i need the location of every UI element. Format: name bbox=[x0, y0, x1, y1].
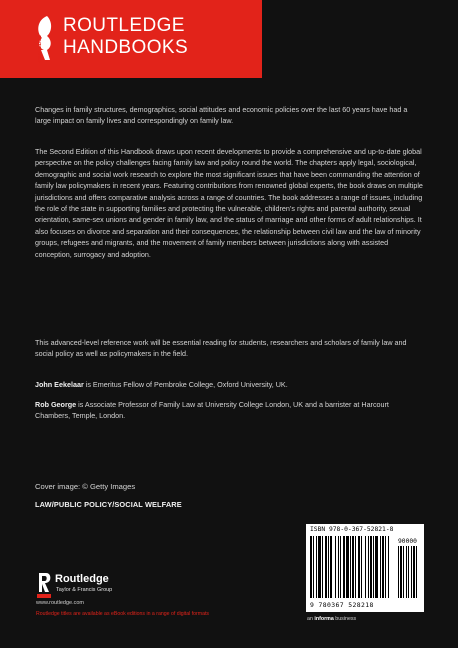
author-bio-2: Rob George is Associate Professor of Family Law at University College London, UK and a barrister at Harcourt Chambers, Temple, London. bbox=[35, 400, 389, 421]
barcode-bars bbox=[310, 536, 420, 600]
barcode-bar bbox=[318, 536, 321, 598]
brand-line-2: HANDBOOKS bbox=[63, 37, 189, 58]
barcode-bar bbox=[375, 536, 378, 598]
publisher-url[interactable]: www.routledge.com bbox=[36, 600, 84, 606]
subject-category: LAW/PUBLIC POLICY/SOCIAL WELFARE bbox=[35, 500, 182, 509]
barcode-addon-bar bbox=[398, 546, 399, 598]
barcode-bar bbox=[370, 536, 372, 598]
barcode-addon-bar bbox=[416, 546, 417, 598]
barcode-bar bbox=[330, 536, 332, 598]
barcode-bar bbox=[380, 536, 381, 598]
barcode-bar bbox=[325, 536, 327, 598]
barcode-bar bbox=[316, 536, 317, 598]
description-paragraph-2: The Second Edition of this Handbook draws upon recent developments to provide a comprehensive and up-to-date global perspective on the policy challenges facing family law and policy round the world. The chapters apply legal, sociological, demographic and social work research to explore the most significant issues that have been commanding the attention of family law policymakers in recent years. Featuring contributions from renowned global experts, the book draws on multiple jurisdictions and offers comparative analysis across a range of countries. The book addresses a range of issues, including the role of the state in supporting families and protecting the vulnerable, children’s rights and parental authority, sexual orientation, same-sex unions and gender in family law, and the status of marriage and other forms of adult relationships. It also focuses on divorce and separation and their consequences, the relationship between civil law and the law of minority groups, refugees and migrants, and the movement of family members between jurisdictions along with assisted conception, surrogacy and adoption. bbox=[35, 147, 423, 259]
barcode-bar bbox=[350, 536, 351, 598]
barcode-bar bbox=[328, 536, 329, 598]
brand-vertical-mark: ROUTLEDGE bbox=[37, 35, 42, 64]
barcode-bar bbox=[310, 536, 312, 598]
barcode-addon-bar bbox=[408, 546, 409, 598]
barcode-bar bbox=[313, 536, 314, 598]
ebook-note: Routledge titles are available as eBook editions in a range of digital formats bbox=[36, 611, 210, 617]
barcode-bar bbox=[343, 536, 345, 598]
barcode-addon-bar bbox=[411, 546, 412, 598]
author-name: John Eekelaar bbox=[35, 380, 84, 389]
barcode-bar bbox=[368, 536, 369, 598]
author-name: Rob George bbox=[35, 400, 77, 409]
barcode-addon-bar bbox=[400, 546, 402, 598]
barcode-addon-bar bbox=[403, 546, 404, 598]
publisher-group: Taylor & Francis Group bbox=[56, 587, 113, 593]
barcode-bar bbox=[322, 536, 323, 598]
barcode-bar bbox=[388, 536, 389, 598]
routledge-publisher-logo-icon bbox=[37, 572, 51, 598]
barcode-addon-bar bbox=[406, 546, 407, 598]
barcode-bar bbox=[338, 536, 339, 598]
barcode-bar bbox=[335, 536, 336, 598]
barcode-bar bbox=[361, 536, 362, 598]
barcode-addon: 90000 bbox=[398, 538, 417, 545]
isbn-label: ISBN 978-0-367-52821-8 bbox=[310, 526, 394, 533]
barcode-bar bbox=[340, 536, 341, 598]
barcode-digits: 9 780367 528218 bbox=[310, 601, 374, 609]
routledge-logo-icon bbox=[33, 14, 55, 66]
publisher-name: Routledge bbox=[55, 573, 109, 585]
description-paragraph-1: Changes in family structures, demographics, social attitudes and economic policies over the last 60 years have had a large impact on family lives and correspondingly on family law. bbox=[35, 105, 408, 126]
barcode-bar bbox=[385, 536, 386, 598]
barcode-bar bbox=[352, 536, 354, 598]
brand-line-1: ROUTLEDGE bbox=[63, 15, 185, 36]
barcode-bar bbox=[382, 536, 384, 598]
isbn-barcode bbox=[306, 524, 424, 612]
author-bio-1: John Eekelaar is Emeritus Fellow of Pembroke College, Oxford University, UK. bbox=[35, 380, 288, 389]
barcode-bar bbox=[346, 536, 349, 598]
brand-banner bbox=[0, 0, 262, 78]
barcode-addon-bar bbox=[413, 546, 415, 598]
barcode-bar bbox=[365, 536, 366, 598]
barcode-bar bbox=[355, 536, 356, 598]
barcode-bar bbox=[358, 536, 360, 598]
description-paragraph-3: This advanced-level reference work will be essential reading for students, researchers and scholars of family law and social policy as well as policymakers in the field. bbox=[35, 338, 407, 359]
informa-business-label: an informa business bbox=[307, 616, 357, 622]
barcode-bar bbox=[373, 536, 374, 598]
cover-credit: Cover image: © Getty Images bbox=[35, 482, 136, 491]
